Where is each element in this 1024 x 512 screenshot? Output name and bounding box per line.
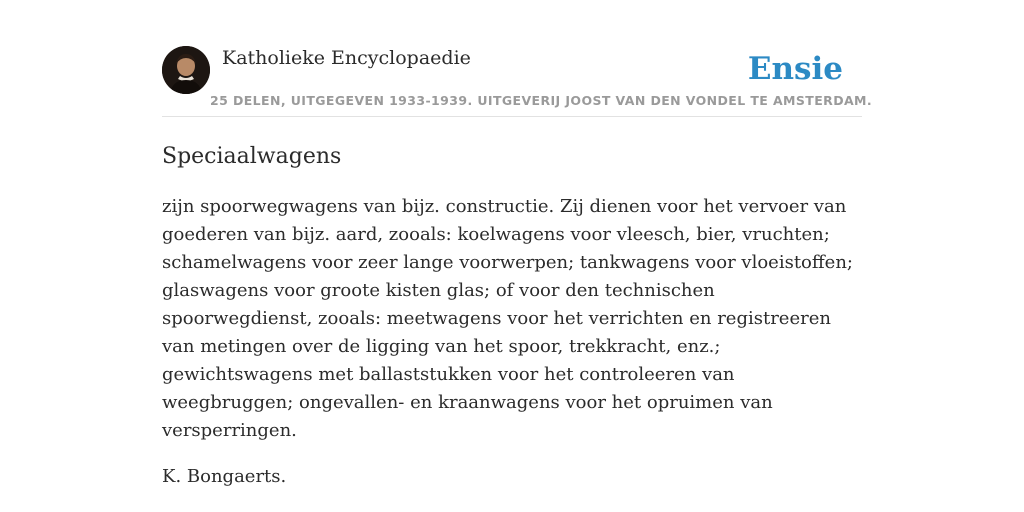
source-portrait-avatar[interactable] (162, 46, 210, 94)
article-title: Speciaalwagens (162, 144, 342, 169)
article-author: K. Bongaerts. (162, 466, 287, 487)
article-text: zijn spoorwegwagens van bijz. constructie. Zij dienen voor het vervoer van goederen van bijz. aard, zooals: koelwagens voor vleesch, bier, vruchten; schamelwagens voor zeer lange voorwerpen; tankwagens voor vloeistoffen; glaswagens voor groote kisten glas; of voor den technischen spoorwegdienst, zooals: meetwagens voor het verrichten en registreeren van metingen over de ligging van het spoor, trekkracht, enz.; gewichtswagens met ballaststukken voor het controleeren van weegbruggen; ongevallen- en kraanwagens voor het opruimen van versperringen. (162, 196, 853, 441)
brand-logo-link[interactable]: Ensie (747, 51, 843, 87)
source-meta: 25 DELEN, UITGEGEVEN 1933-1939. UITGEVERIJ JOOST VAN DEN VONDEL TE AMSTERDAM. (210, 93, 873, 108)
source-header (162, 0, 873, 117)
portrait-icon (162, 46, 210, 94)
source-title[interactable]: Katholieke Encyclopaedie (222, 47, 471, 69)
article-body (162, 193, 862, 491)
page (162, 0, 873, 491)
